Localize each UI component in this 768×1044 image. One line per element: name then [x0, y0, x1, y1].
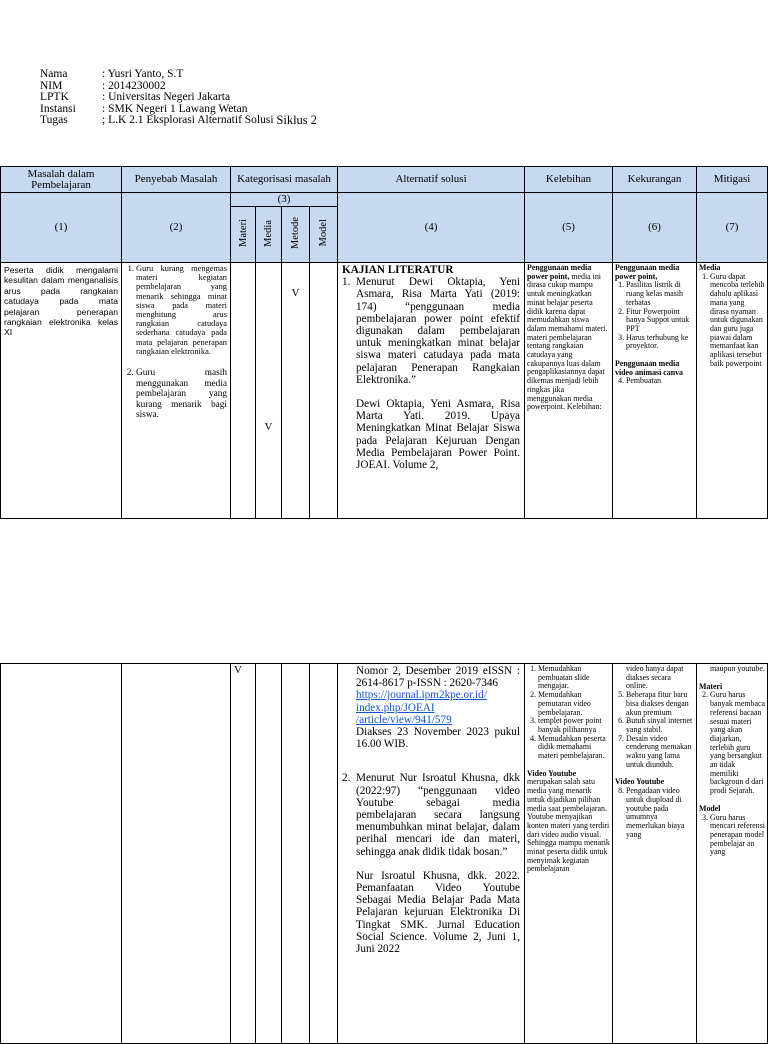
cell-metode: [282, 263, 310, 519]
kekurangan-title: Penggunaan media power point,: [615, 263, 680, 281]
col-header-kelebihan: Kelebihan: [525, 167, 613, 193]
identity-block: [40, 69, 317, 127]
cell-model: [310, 664, 338, 1044]
cell-penyebab: [122, 664, 231, 1044]
sub-header-model: [310, 207, 338, 263]
kelebihan-item: 1. Memudahkan pembuatan slide mengajar.: [538, 665, 610, 691]
sub-header-label: Materi: [237, 219, 249, 247]
identity-label: Instansi: [40, 102, 76, 115]
cell-masalah: Peserta didik mengalami kesulitan dalam menganalisis arus pada rangkaian catudaya pada mata pelajaran penerapan rangkaian elektronika kelas XI: [1, 263, 122, 519]
identity-row-nama: [40, 69, 317, 81]
cell-materi: [231, 263, 256, 519]
sub-header-metode: [282, 207, 310, 263]
kelebihan-item: 2. Memudahkan pemutaran video pembelajaran.: [538, 691, 610, 717]
sub-header-label: Media: [263, 219, 274, 247]
identity-value: : Universitas Negeri Jakarta: [102, 91, 231, 104]
cell-penyebab: [122, 263, 231, 519]
cell-kekurangan: [613, 263, 697, 519]
mitigasi-item: 3. Guru harus mencari referensi penerapan model pembelajar an yang: [710, 814, 765, 858]
identity-label: Nama: [40, 68, 68, 80]
kekurangan-item: 6. Butuh sinyal internet yang stabil.: [626, 717, 694, 734]
penyebab-item: 1. Guru kurang mengemas materi kegiatan pembelajaran yang menarik sehingga minat siswa pada materi menghitung arus rangkaian catudaya sederhana catudaya pada mata pelajaran penerapan rangkaian elektronika.: [136, 264, 227, 356]
cell-kekurangan: [613, 664, 697, 1044]
cell-model: [310, 263, 338, 519]
identity-value: ; L.K 2.1 Eksplorasi Alternatif Solusi: [102, 114, 274, 127]
check-mark: V: [234, 664, 242, 676]
kekurangan-item: 2. Fitur Powerpoint hanya Suppot untuk PPT: [626, 308, 694, 334]
kekurangan-item: 4. Pembuatan: [626, 377, 694, 386]
kelebihan-text: merupakan salah satu media yang menarik untuk dijadikan pilihan media saat pembelajaran. Youtube menyajikan konten materi yang terdiri dari video audio visual. Sehingga mampu menarik minat peserta didik untuk menyimak kegiatan pembelajaran: [527, 777, 610, 874]
col-number: (2): [122, 193, 231, 263]
sub-header-label: Model: [318, 219, 330, 247]
cell-kelebihan: [525, 263, 613, 519]
col-number: (6): [613, 193, 697, 263]
kekurangan-item: 1. Pasilitas listrik di ruang kelas masih terbatas: [626, 281, 694, 307]
mitigasi-title: Model: [699, 803, 721, 813]
kekurangan-item: 5. Beberapa fitur baru bisa diakses dengan akun premium: [626, 691, 694, 717]
cell-kelebihan: [525, 664, 613, 1044]
cell-masalah: [1, 664, 122, 1044]
kekurangan-item: 8. Pengadaan video untuk diupload di youtube pada umumnya memerlukan biaya yang: [626, 787, 694, 839]
mitigasi-title: Media: [699, 263, 721, 272]
col-number: (7): [697, 193, 768, 263]
solution-reference: Nomor 2, Desember 2019 eISSN : 2614-8617 p-ISSN : 2620-7346: [356, 665, 520, 690]
identity-value: : Yusri Yanto, S.T: [102, 68, 184, 80]
solution-quote: Menurut Dewi Oktapia, Yeni Asmara, Risa Marta Yati (2019: 174) “penggunaan media pembelajaran power point efektif digunakan dalam pembelajaran untuk meningkatkan minat belajar siswa materi catudaya pada mata pelajaran Penerapan Rangkaian Elektronika.”: [356, 276, 521, 386]
cell-media: [256, 263, 282, 519]
check-mark: V: [264, 421, 273, 433]
mitigasi-text: maupun youtube.: [710, 664, 765, 673]
kelebihan-title: Video Youtube: [527, 768, 577, 778]
identity-value: : SMK Negeri 1 Lawang Wetan: [102, 102, 248, 115]
kajian-heading: KAJIAN LITERATUR: [342, 264, 454, 276]
cell-alternatif: KAJIAN LITERATUR 1. Menurut Dewi Oktapia, Yeni Asmara, Risa Marta Yati (2019: 174) “penggunaan media pembelajaran power point efektif digunakan dalam pembelajaran untuk meningkatkan minat belajar siswa materi catudaya pada mata pelajaran Penerapan Rangkaian Elektronika.” Dewi Oktapia, Yeni Asmara, Risa Marta Yati. 2019. Upaya Meningkatkan Minat Belajar Siswa pada Pelajaran Kejuruan Dengan Media Pembelajaran Power Point. JOEAI. Volume 2,: [338, 263, 525, 519]
mitigasi-title: Materi: [699, 681, 723, 691]
kekurangan-title: Penggunaan media video animasi canva: [615, 359, 683, 377]
cell-mitigasi: [697, 263, 768, 519]
identity-row-tugas: [40, 115, 317, 127]
kelebihan-item: 4. Memudahkan peserta didik memahami materi pembelajaran.: [538, 735, 610, 761]
kekurangan-item: 7. Desain video cenderung memakan waktu yang lama untuk diunduh.: [626, 735, 694, 770]
kelebihan-text: media ini dirasa cukup mampu untuk meningkatkan minat belajar peserta didik karena dapat memudahkan siswa dalam memahami materi. materi pembelajaran tentang rangkaian catudaya yang cakupannya luas dalam pengaplikasiannya dapat dikemas menjadi lebih ringkas jika menggunakan media powerpoint. Kelebihan:: [527, 271, 608, 412]
identity-value: : 2014230002: [102, 79, 166, 92]
col-number: (3): [231, 193, 338, 207]
mitigasi-item: 2. Guru harus banyak membaca referensi bacaan sesuai materi yang akan diajarkan, terlebih guru yang bersangkut an tidak memiliki backgroun d dari prodi Sejarah.: [710, 691, 765, 795]
col-header-mitigasi: Mitigasi: [697, 167, 768, 193]
col-number: (5): [525, 193, 613, 263]
kekurangan-text: video hanya dapat diakses secara online.: [626, 664, 684, 691]
col-number: (4): [338, 193, 525, 263]
solution-table: [0, 166, 768, 519]
kekurangan-title: Video Youtube: [615, 777, 665, 787]
check-mark: V: [291, 287, 300, 299]
solution-reference: Nur Isroatul Khusna, dkk. 2022. Pemanfaatan Video Youtube Sebagai Media Belajar Pada Mata Pelajaran kejuruan Elektronika Di Tingkat SMK. Jurnal Education Social Science. Volume 2, Juni 1, Juni 2022: [356, 869, 520, 956]
cell-materi: [231, 664, 256, 1044]
identity-label: NIM: [40, 79, 63, 92]
solution-quote: Menurut Nur Isroatul Khusna, dkk (2022:97) “penggunaan video Youtube sebagai media pembelajaran secara langsung menumbuhkan minat belajar, dalam perihal mencari ide dan materi, sehingga anak didik tidak bosan.”: [356, 772, 520, 858]
sub-header-label: Metode: [290, 216, 301, 250]
col-header-kekurangan: Kekurangan: [613, 167, 697, 193]
kekurangan-item: 3. Harus terhubung ke proyektor.: [626, 334, 694, 351]
col-header-alternatif: Alternatif solusi: [338, 167, 525, 193]
access-date: Diakses 23 November 2023 pukul 16.00 WIB.: [356, 726, 520, 751]
col-header-kategori: Kategorisasi masalah: [231, 167, 338, 193]
tugas-siklus: Siklus 2: [276, 113, 318, 128]
kelebihan-title: Penggunaan media power point,: [527, 263, 592, 281]
solution-reference: Dewi Oktapia, Yeni Asmara, Risa Marta Yati. 2019. Upaya Meningkatkan Minat Belajar Siswa pada Pelajaran Kejuruan Dengan Media Pembelajaran Power Point. JOEAI. Volume 2,: [356, 398, 521, 472]
kelebihan-item: 3. templet power point banyak pilihannya: [538, 717, 610, 734]
col-number: (1): [1, 193, 122, 263]
col-header-masalah: Masalah dalam Pembelajaran: [1, 167, 122, 193]
col-header-penyebab: Penyebab Masalah: [122, 167, 231, 193]
cell-mitigasi: [697, 664, 768, 1044]
sub-header-media: [256, 207, 282, 263]
cell-alternatif: Nomor 2, Desember 2019 eISSN : 2614-8617 p-ISSN : 2620-7346 https://journal.ipm2kpe.or.id/ index.php/JOEAI /article/view/941/579 Diakses 23 November 2023 pukul 16.00 WIB. 2. Menurut Nur Isroatul Khusna, dkk (2022:97) “penggunaan video Youtube sebagai media pembelajaran secara langsung menumbuhkan minat belajar, dalam perihal mencari ide dan materi, sehingga anak didik tidak bosan.” Nur Isroatul Khusna, dkk. 2022. Pemanfaatan Video Youtube Sebagai Media Belajar Pada Mata Pelajaran kejuruan Elektronika Di Tingkat SMK. Jurnal Education Social Science. Volume 2, Juni 1, Juni 2022: [338, 664, 525, 1044]
mitigasi-item: 1. Guru dapat mencoba terlebih dahulu aplikasi mana yang dirasa nyaman untuk digunakan dan guru juga piawai dalam memanfaat kan aplikasi tersebut baik powerpoint: [710, 273, 765, 369]
penyebab-item: 2. Guru masih menggunakan media pembelajaran yang kurang menarik bagi siswa.: [136, 368, 227, 421]
solution-table-continued: [0, 663, 768, 1044]
identity-label: LPTK: [40, 91, 69, 104]
sub-header-materi: [231, 207, 256, 263]
identity-label: Tugas: [40, 114, 68, 127]
journal-link[interactable]: https://journal.ipm2kpe.or.id/ index.php/JOEAI /article/view/941/579: [356, 689, 487, 726]
cell-metode: [282, 664, 310, 1044]
cell-media: [256, 664, 282, 1044]
